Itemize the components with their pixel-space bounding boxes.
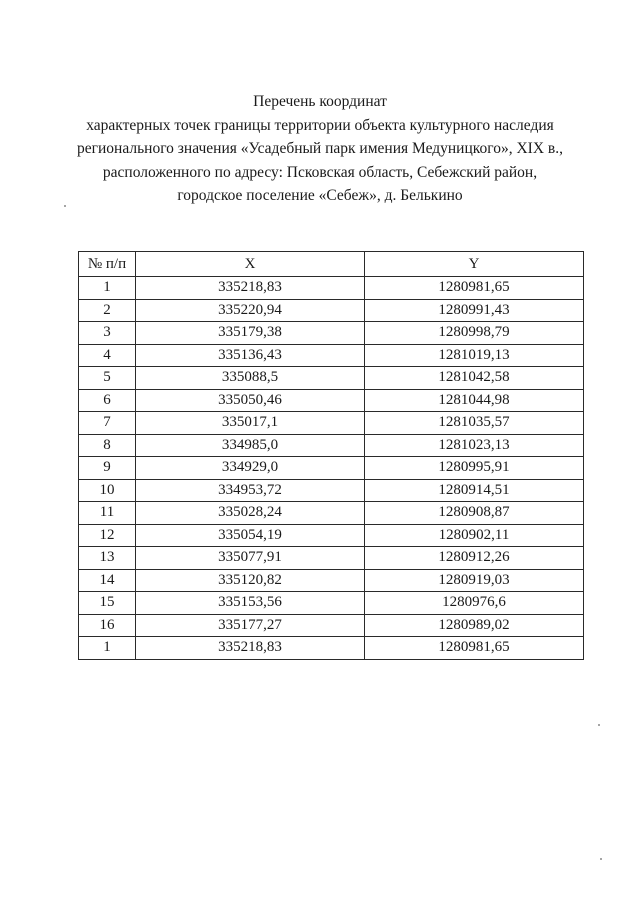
- cell-y: 1281042,58: [365, 367, 584, 390]
- table-row: [79, 479, 584, 502]
- cell-x: 335050,46: [136, 389, 365, 412]
- cell-x: 335054,19: [136, 524, 365, 547]
- cell-number: 16: [79, 614, 136, 637]
- cell-number: 15: [79, 592, 136, 615]
- cell-number: 1: [79, 637, 136, 660]
- cell-number: 12: [79, 524, 136, 547]
- table-header-row: [79, 252, 584, 277]
- cell-x: 335136,43: [136, 344, 365, 367]
- cell-number: 7: [79, 412, 136, 435]
- cell-y: 1280902,11: [365, 524, 584, 547]
- cell-y: 1281023,13: [365, 434, 584, 457]
- table-row: [79, 367, 584, 390]
- heading-line-1: Перечень координат: [253, 93, 387, 110]
- table-row: [79, 457, 584, 480]
- cell-x: 335179,38: [136, 322, 365, 345]
- heading-line-2: характерных точек границы территории объекта культурного наследия: [86, 116, 554, 134]
- cell-number: 9: [79, 457, 136, 480]
- table-row: [79, 344, 584, 367]
- document-heading: [0, 90, 640, 208]
- heading-line-4: расположенного по адресу: Псковская область, Себежский район,: [102, 163, 538, 181]
- cell-x: 335153,56: [136, 592, 365, 615]
- cell-x: 335028,24: [136, 502, 365, 525]
- cell-y: 1280998,79: [365, 322, 584, 345]
- table-row: [79, 569, 584, 592]
- cell-x: 335077,91: [136, 547, 365, 570]
- heading-line-5: городское поселение «Себеж», д. Белькино: [177, 187, 463, 204]
- cell-number: 5: [79, 367, 136, 390]
- cell-x: 335088,5: [136, 367, 365, 390]
- table-row: [79, 614, 584, 637]
- cell-y: 1280919,03: [365, 569, 584, 592]
- cell-y: 1280912,26: [365, 547, 584, 570]
- cell-number: 1: [79, 277, 136, 300]
- cell-y: 1280976,6: [365, 592, 584, 615]
- table-row: [79, 592, 584, 615]
- header-number: № п/п: [79, 252, 136, 277]
- cell-y: 1280981,65: [365, 277, 584, 300]
- cell-y: 1280995,91: [365, 457, 584, 480]
- cell-y: 1281035,57: [365, 412, 584, 435]
- cell-x: 335220,94: [136, 299, 365, 322]
- cell-y: 1280991,43: [365, 299, 584, 322]
- table-row: [79, 277, 584, 300]
- table-row: [79, 389, 584, 412]
- cell-number: 3: [79, 322, 136, 345]
- table-body: [79, 277, 584, 660]
- heading-line-3: регионального значения «Усадебный парк имения Медуницкого», XIX в.,: [77, 140, 563, 157]
- cell-number: 11: [79, 502, 136, 525]
- cell-number: 6: [79, 389, 136, 412]
- header-y: Y: [365, 252, 584, 277]
- scan-speck: [598, 724, 600, 726]
- cell-x: 334929,0: [136, 457, 365, 480]
- table-row: [79, 412, 584, 435]
- cell-y: 1280908,87: [365, 502, 584, 525]
- cell-y: 1280914,51: [365, 479, 584, 502]
- cell-x: 335218,83: [136, 637, 365, 660]
- cell-x: 335017,1: [136, 412, 365, 435]
- cell-number: 13: [79, 547, 136, 570]
- cell-x: 335120,82: [136, 569, 365, 592]
- cell-y: 1281019,13: [365, 344, 584, 367]
- cell-number: 8: [79, 434, 136, 457]
- cell-number: 14: [79, 569, 136, 592]
- cell-number: 4: [79, 344, 136, 367]
- table-row: [79, 547, 584, 570]
- cell-y: 1280981,65: [365, 637, 584, 660]
- cell-number: 10: [79, 479, 136, 502]
- cell-x: 335177,27: [136, 614, 365, 637]
- cell-x: 335218,83: [136, 277, 365, 300]
- table-row: [79, 637, 584, 660]
- table-row: [79, 322, 584, 345]
- cell-y: 1280989,02: [365, 614, 584, 637]
- scan-speck: [64, 205, 66, 207]
- scan-speck: [600, 858, 602, 860]
- table-row: [79, 299, 584, 322]
- header-x: X: [136, 252, 365, 277]
- cell-y: 1281044,98: [365, 389, 584, 412]
- table-row: [79, 502, 584, 525]
- cell-number: 2: [79, 299, 136, 322]
- coordinates-table: [78, 251, 584, 660]
- table-row: [79, 434, 584, 457]
- table-row: [79, 524, 584, 547]
- cell-x: 334953,72: [136, 479, 365, 502]
- cell-x: 334985,0: [136, 434, 365, 457]
